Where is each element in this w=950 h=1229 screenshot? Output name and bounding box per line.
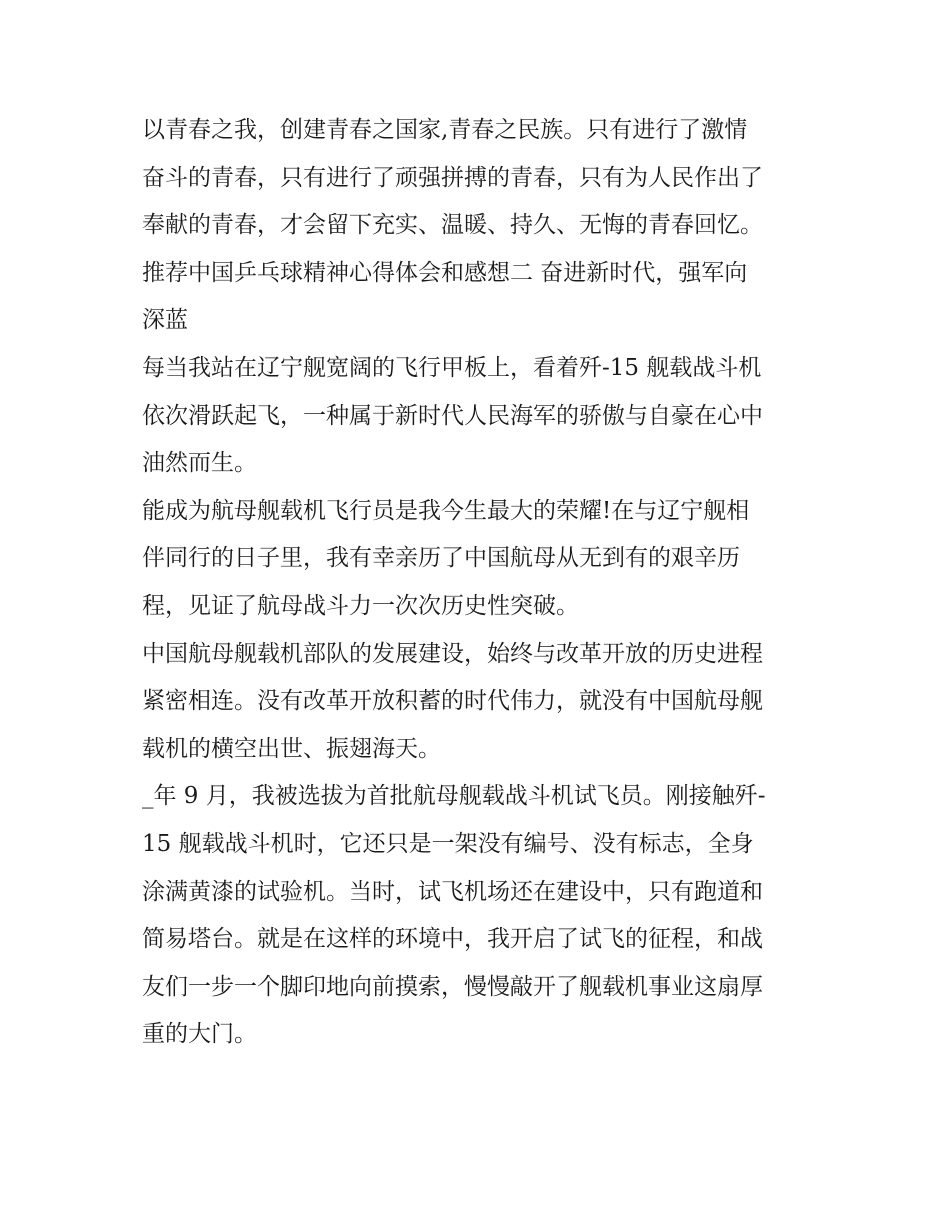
text-line: 友们一步一个脚印地向前摸索，慢慢敲开了舰载机事业这扇厚 [142,973,763,1000]
document-body [142,107,814,1059]
text-line: 载机的横空出世、振翅海天。 [142,735,441,762]
text-line: 奋斗的青春，只有进行了顽强拼搏的青春，只有为人民作出了 [142,164,763,191]
text-line: 紧密相连。没有改革开放积蓄的时代伟力，就没有中国航母舰 [142,688,763,715]
section-heading-line: 推荐中国乒乓球精神心得体会和感想二 奋进新时代，强军向 [142,259,748,286]
text-line: 涂满黄漆的试验机。当时，试飞机场还在建设中，只有跑道和 [142,878,763,905]
text-line: 简易塔台。就是在这样的环境中，我开启了试飞的征程，和战 [142,926,763,953]
text-line: 油然而生。 [142,450,257,477]
section-heading-line: 深蓝 [142,307,188,334]
text-line: 15 舰载战斗机时，它还只是一架没有编号、没有标志，全身 [142,830,754,857]
text-line: 奉献的青春，才会留下充实、温暖、持久、无悔的青春回忆。 [142,212,763,239]
text-line: 能成为航母舰载机飞行员是我今生最大的荣耀!在与辽宁舰相 [142,497,750,524]
text-line: 重的大门。 [142,1021,257,1048]
text-line: 程，见证了航母战斗力一次次历史性突破。 [142,592,579,619]
text-line: 依次滑跃起飞，一种属于新时代人民海军的骄傲与自豪在心中 [142,402,763,429]
text-line: 伴同行的日子里，我有幸亲历了中国航母从无到有的艰辛历 [142,545,740,572]
text-line: 以青春之我，创建青春之国家,青春之民族。只有进行了激情 [142,117,748,143]
text-line: _年 9 月，我被选拔为首批航母舰载战斗机试飞员。刚接触歼- [142,783,766,810]
text-line: 每当我站在辽宁舰宽阔的飞行甲板上，看着歼-15 舰载战斗机 [142,354,762,381]
text-line: 中国航母舰载机部队的发展建设，始终与改革开放的历史进程 [142,640,763,667]
